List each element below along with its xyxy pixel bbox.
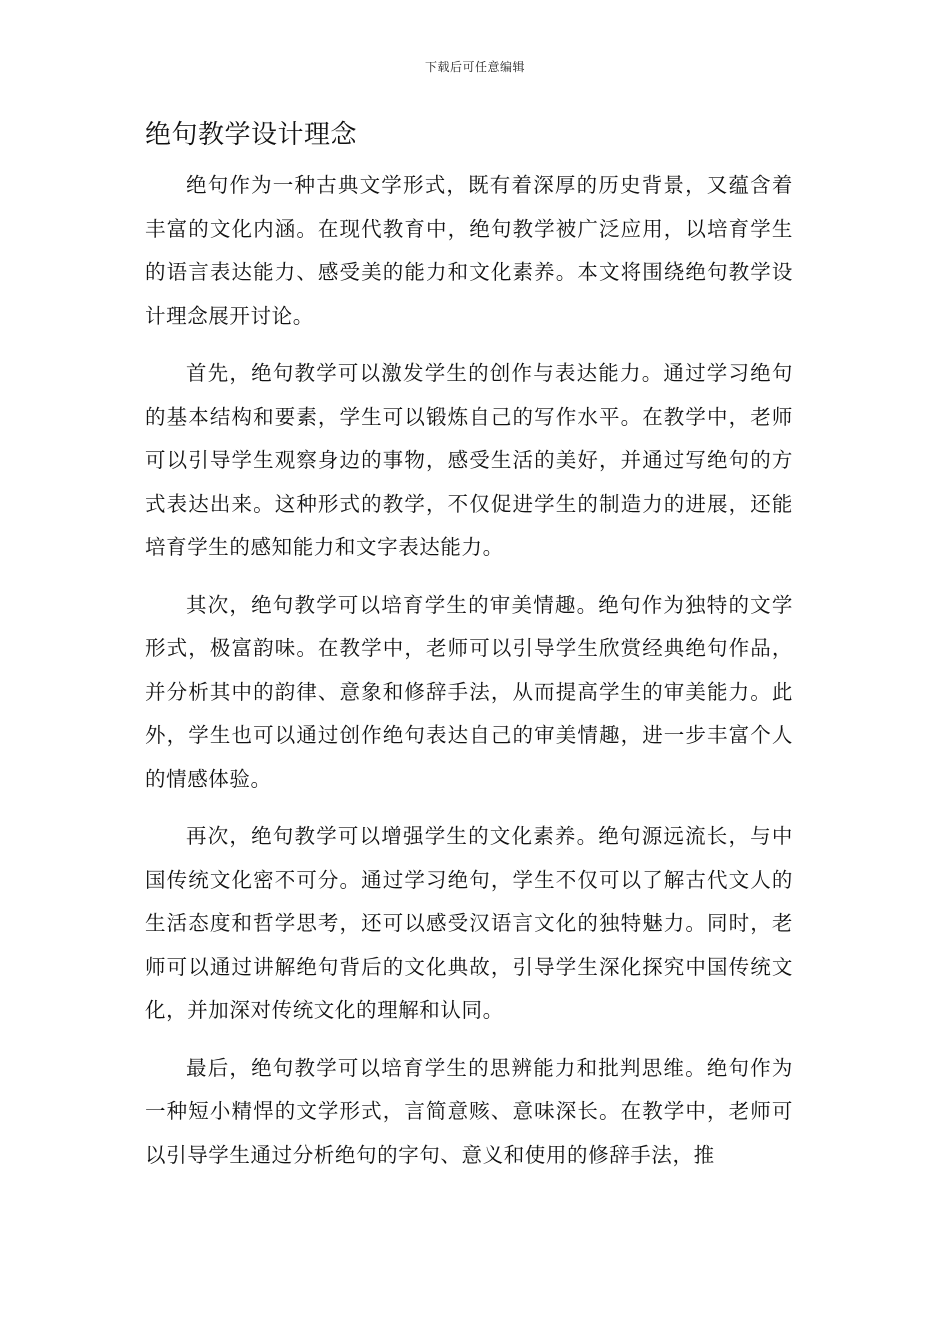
paragraph-intro: 绝句作为一种古典文学形式，既有着深厚的历史背景，又蕴含着丰富的文化内涵。在现代教育中，绝句教学被广泛应用，以培育学生的语言表达能力、感受美的能力和文化素养。本文将围绕绝句教学设计理念展开讨论。 xyxy=(145,173,793,328)
document-body xyxy=(145,164,793,1191)
paragraph-first-point: 首先，绝句教学可以激发学生的创作与表达能力。通过学习绝句的基本结构和要素，学生可以锻炼自己的写作水平。在教学中，老师可以引导学生观察身边的事物，感受生活的美好，并通过写绝句的方式表达出来。这种形式的教学，不仅促进学生的制造力的进展，还能培育学生的感知能力和文字表达能力。 xyxy=(145,361,793,559)
paragraph-third-point: 再次，绝句教学可以增强学生的文化素养。绝句源远流长，与中国传统文化密不可分。通过学习绝句，学生不仅可以了解古代文人的生活态度和哲学思考，还可以感受汉语言文化的独特魅力。同时，老师可以通过讲解绝句背后的文化典故，引导学生深化探究中国传统文化，并加深对传统文化的理解和认同。 xyxy=(145,824,793,1022)
header-note: 下载后可任意编辑 xyxy=(424,60,525,74)
document-title: 绝句教学设计理念 xyxy=(145,120,358,150)
paragraph-final-point: 最后，绝句教学可以培育学生的思辨能力和批判思维。绝句作为一种短小精悍的文学形式，言简意赅、意味深长。在教学中，老师可以引导学生通过分析绝句的字句、意义和使用的修辞手法，推 xyxy=(145,1055,793,1167)
paragraph-second-point: 其次，绝句教学可以培育学生的审美情趣。绝句作为独特的文学形式，极富韵味。在教学中，老师可以引导学生欣赏经典绝句作品，并分析其中的韵律、意象和修辞手法，从而提高学生的审美能力。此外，学生也可以通过创作绝句表达自己的审美情趣，进一步丰富个人的情感体验。 xyxy=(145,592,793,791)
